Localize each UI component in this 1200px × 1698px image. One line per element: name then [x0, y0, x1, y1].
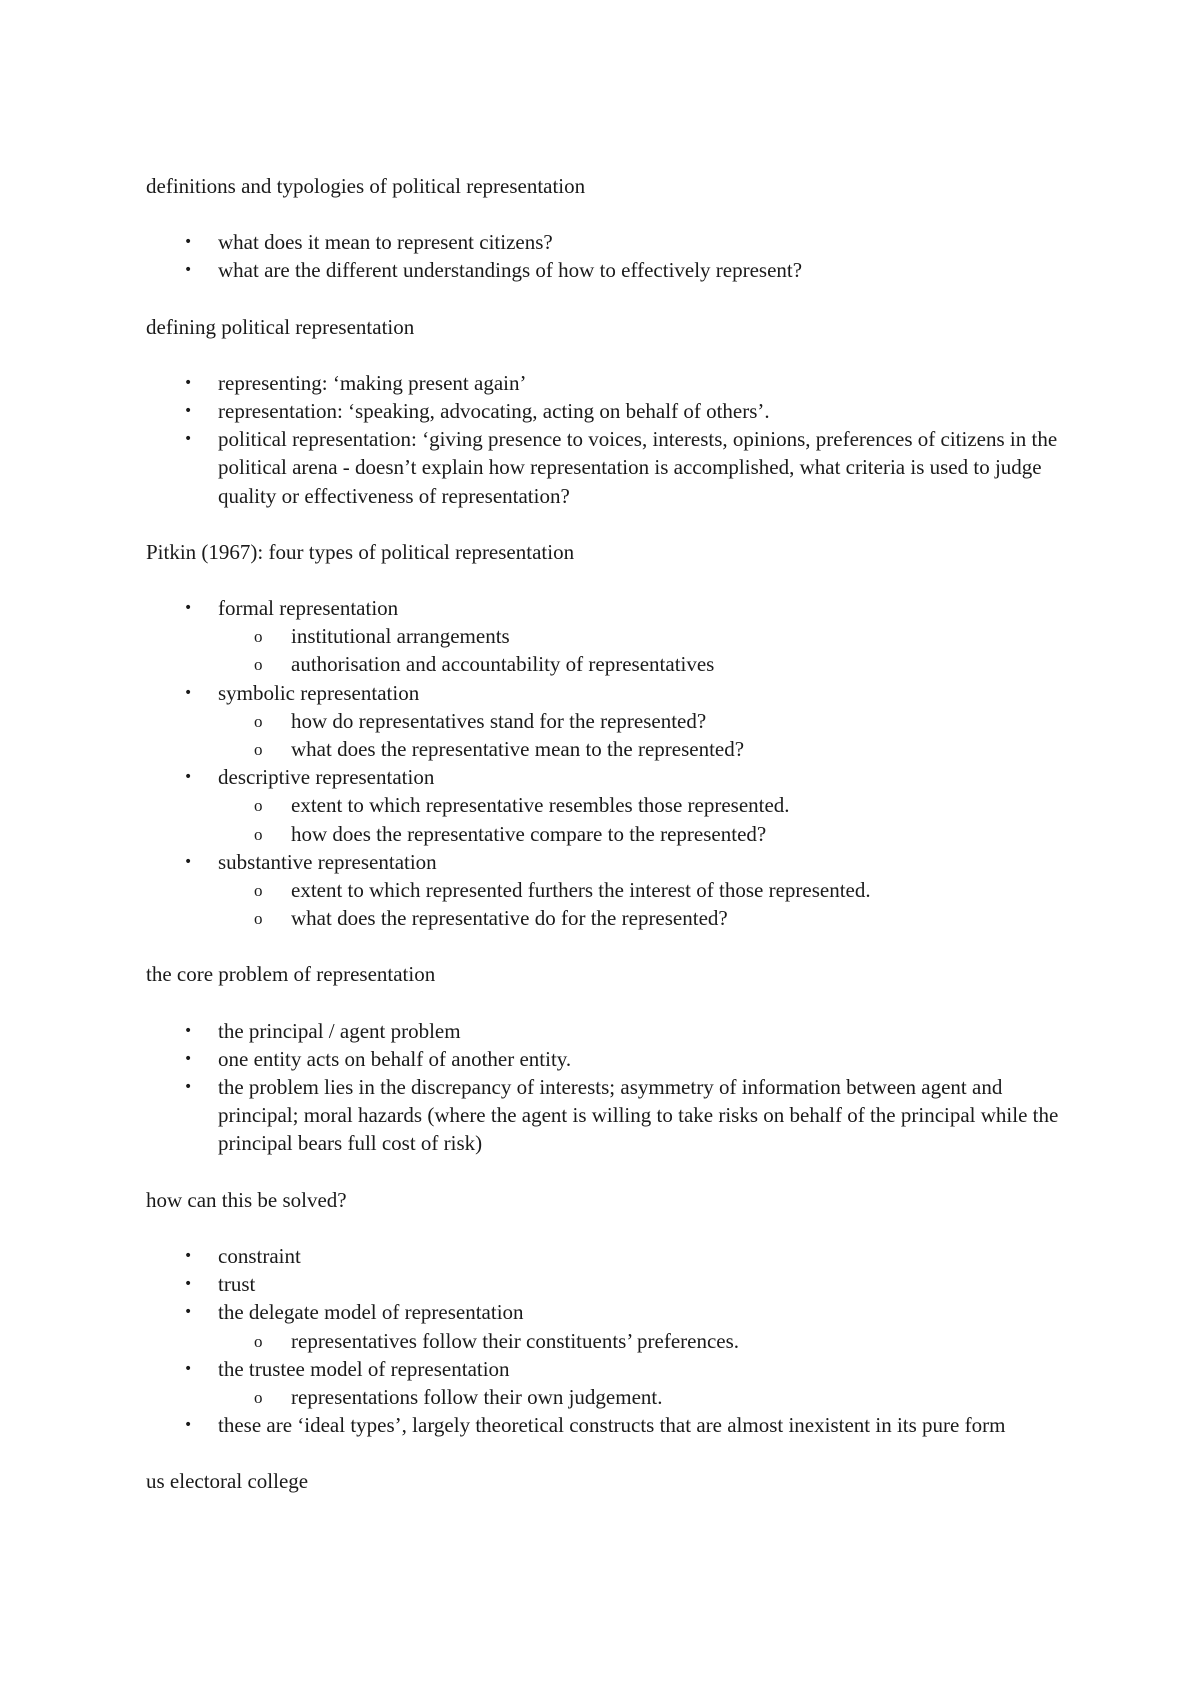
bullet-icon: •	[184, 684, 193, 701]
sub-list-item	[218, 1327, 1076, 1355]
sub-list-item-text: representations follow their own judgement.	[291, 1384, 663, 1409]
bullet-icon: •	[184, 1304, 193, 1321]
sub-list-item	[218, 904, 1076, 932]
bullet-list	[146, 1242, 1076, 1439]
bullet-icon: •	[184, 374, 193, 391]
list-item	[146, 1073, 1076, 1158]
document-body	[146, 172, 1076, 1496]
sub-bullet-icon: o	[254, 627, 263, 647]
list-item-text: representing: ‘making present again’	[218, 370, 527, 395]
bullet-icon: •	[184, 1247, 193, 1264]
list-item-text: the problem lies in the discrepancy of interests; asymmetry of information between agent and principal; moral hazards (where the agent is willing to take risks on behalf of the principal while the principal bears full cost of risk)	[218, 1075, 1059, 1156]
bullet-icon: •	[184, 769, 193, 786]
section-heading: definitions and typologies of political representation	[146, 174, 586, 198]
list-item-text: descriptive representation	[218, 765, 435, 790]
section-heading: us electoral college	[146, 1469, 309, 1494]
sub-bullet-icon: o	[254, 1387, 263, 1407]
list-item	[146, 679, 1076, 764]
sub-list-item	[218, 622, 1076, 650]
list-item	[146, 1355, 1076, 1411]
sub-bullet-list	[218, 622, 1076, 678]
sub-list-item	[218, 1383, 1076, 1411]
bullet-icon: •	[184, 853, 193, 870]
bullet-icon: •	[184, 1360, 193, 1377]
bullet-icon: •	[184, 1079, 193, 1096]
bullet-icon: •	[184, 431, 193, 448]
bullet-list	[146, 228, 1076, 284]
bullet-list	[146, 1017, 1076, 1158]
list-item-text: constraint	[218, 1243, 301, 1268]
list-item-text: what are the different understandings of how to effectively represent?	[218, 258, 803, 283]
sub-bullet-list	[218, 791, 1076, 847]
list-item	[146, 848, 1076, 933]
bullet-icon: •	[184, 262, 193, 279]
sub-list-item-text: how does the representative compare to the represented?	[291, 821, 767, 846]
list-item	[146, 1298, 1076, 1354]
list-item	[146, 594, 1076, 679]
section-heading: defining political representation	[146, 314, 415, 339]
list-item-text: representation: ‘speaking, advocating, acting on behalf of others’.	[218, 399, 770, 424]
list-item-text: the principal / agent problem	[218, 1018, 461, 1043]
sub-list-item	[218, 735, 1076, 763]
sub-bullet-list	[218, 876, 1076, 932]
bullet-icon: •	[184, 234, 193, 251]
sub-bullet-icon: o	[254, 655, 263, 675]
bullet-icon: •	[184, 600, 193, 617]
list-item	[146, 1411, 1076, 1439]
bullet-list	[146, 594, 1076, 932]
list-item	[146, 369, 1076, 397]
sub-bullet-list	[218, 1327, 1076, 1355]
sub-bullet-list	[218, 707, 1076, 763]
sub-list-item-text: what does the representative do for the represented?	[291, 906, 728, 931]
list-item-text: formal representation	[218, 596, 399, 621]
bullet-icon: •	[184, 1276, 193, 1293]
sub-bullet-icon: o	[254, 740, 263, 760]
list-item-text: the delegate model of representation	[218, 1300, 524, 1325]
bullet-icon: •	[184, 1417, 193, 1434]
list-item	[146, 1045, 1076, 1073]
list-item	[146, 1270, 1076, 1298]
sub-bullet-icon: o	[254, 824, 263, 844]
list-item-text: the trustee model of representation	[218, 1356, 510, 1381]
sub-list-item-text: institutional arrangements	[291, 624, 510, 649]
section-heading: Pitkin (1967): four types of political representation	[146, 539, 575, 564]
sub-list-item	[218, 650, 1076, 678]
sub-bullet-icon: o	[254, 1331, 263, 1351]
list-item-text: what does it mean to represent citizens?	[218, 230, 553, 255]
bullet-icon: •	[184, 1050, 193, 1067]
sub-list-item-text: extent to which representative resembles those represented.	[291, 793, 790, 818]
list-item	[146, 763, 1076, 848]
list-item-text: trust	[218, 1272, 256, 1297]
sub-list-item	[218, 876, 1076, 904]
sub-list-item	[218, 707, 1076, 735]
bullet-list	[146, 369, 1076, 510]
list-item	[146, 1242, 1076, 1270]
sub-list-item-text: extent to which represented furthers the interest of those represented.	[291, 878, 871, 903]
sub-list-item-text: authorisation and accountability of representatives	[291, 652, 715, 677]
list-item-text: substantive representation	[218, 849, 437, 874]
list-item	[146, 256, 1076, 284]
bullet-icon: •	[184, 1022, 193, 1039]
list-item-text: symbolic representation	[218, 680, 420, 705]
list-item	[146, 425, 1076, 510]
bullet-icon: •	[184, 403, 193, 420]
sub-list-item	[218, 820, 1076, 848]
list-item-text: these are ‘ideal types’, largely theoretical constructs that are almost inexistent in its pure form	[218, 1413, 1006, 1438]
list-item	[146, 1017, 1076, 1045]
sub-list-item	[218, 791, 1076, 819]
list-item-text: political representation: ‘giving presence to voices, interests, opinions, preferences of citizens in the political arena - doesn’t explain how representation is accomplished, what criteria is used to judge quality or effectiveness of representation?	[218, 427, 1058, 508]
sub-list-item-text: how do representatives stand for the represented?	[291, 708, 707, 733]
sub-bullet-icon: o	[254, 909, 263, 929]
sub-bullet-icon: o	[254, 881, 263, 901]
sub-list-item-text: representatives follow their constituents’ preferences.	[291, 1328, 740, 1353]
list-item-text: one entity acts on behalf of another entity.	[218, 1046, 572, 1071]
section-heading: how can this be solved?	[146, 1187, 347, 1212]
sub-list-item-text: what does the representative mean to the represented?	[291, 737, 745, 762]
list-item	[146, 397, 1076, 425]
list-item	[146, 228, 1076, 256]
sub-bullet-icon: o	[254, 796, 263, 816]
sub-bullet-list	[218, 1383, 1076, 1411]
section-heading: the core problem of representation	[146, 962, 436, 987]
sub-bullet-icon: o	[254, 711, 263, 731]
